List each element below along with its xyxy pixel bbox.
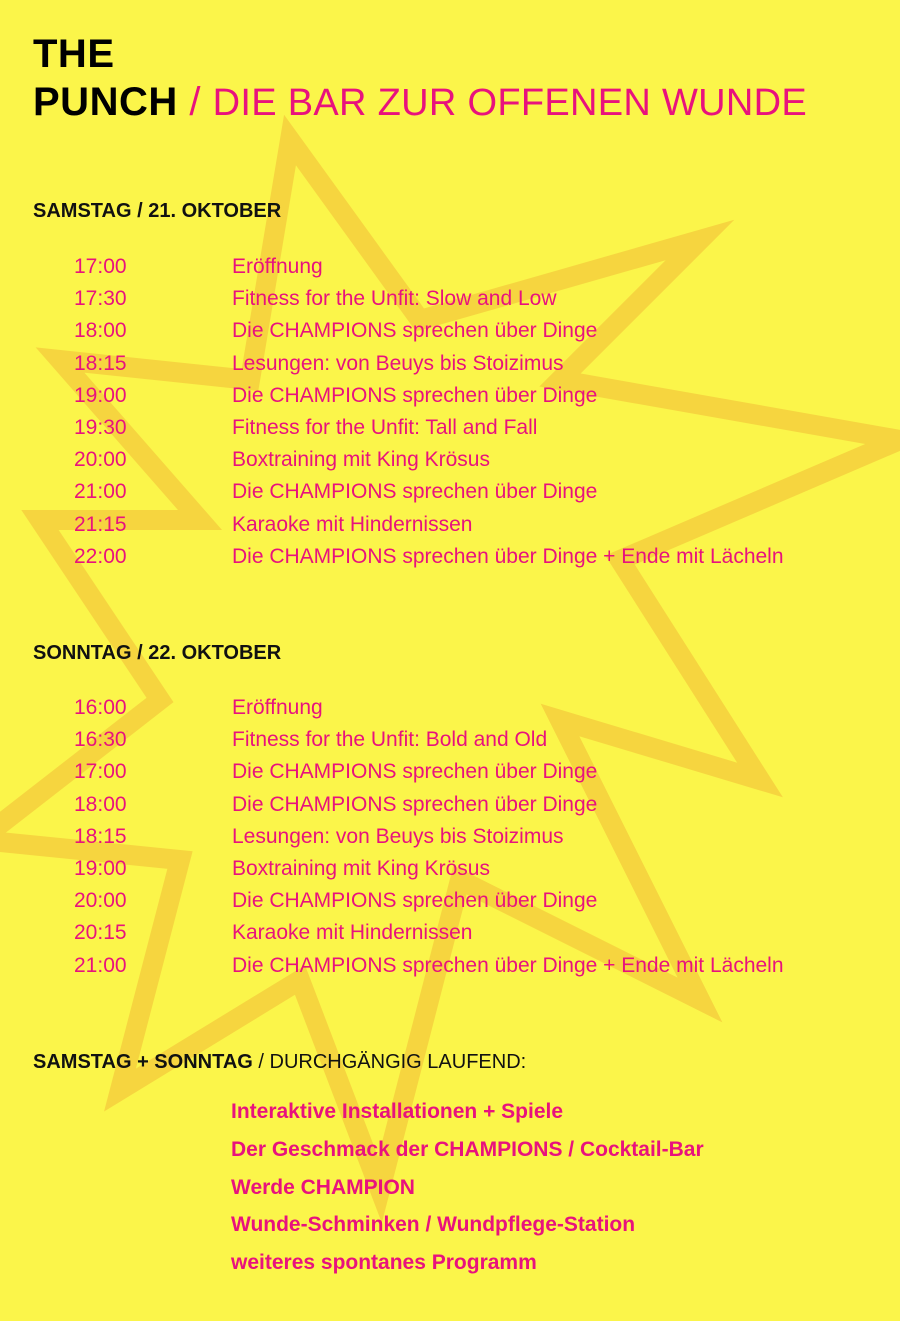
day-label: SONNTAG — [33, 642, 132, 664]
schedule-row — [0, 758, 900, 790]
schedule-sunday — [0, 694, 900, 984]
ongoing-subtitle: DURCHGÄNGIG LAUFEND: — [269, 1051, 527, 1073]
event-title: Die CHAMPIONS sprechen über Dinge — [232, 760, 598, 784]
event-time: 18:15 — [74, 824, 127, 848]
event-title: Fitness for the Unfit: Bold and Old — [232, 728, 548, 752]
event-title: Boxtraining mit King Krösus — [232, 448, 490, 472]
title-the: THE — [33, 32, 115, 76]
event-title: Fitness for the Unfit: Slow and Low — [232, 287, 557, 311]
event-time: 17:00 — [74, 255, 127, 278]
event-time: 16:00 — [74, 696, 127, 719]
day-label: SAMSTAG — [33, 200, 132, 222]
schedule-row — [0, 726, 900, 758]
day-date: 22. OKTOBER — [148, 642, 282, 664]
event-title: Karaoke mit Hindernissen — [232, 921, 473, 945]
ongoing-item: weiteres spontanes Programm — [231, 1251, 537, 1275]
ongoing-heading — [33, 1050, 526, 1074]
event-time: 21:15 — [74, 512, 127, 536]
event-time: 19:00 — [74, 383, 127, 407]
ongoing-item: Werde CHAMPION — [231, 1175, 415, 1199]
schedule-row — [0, 511, 900, 543]
ongoing-list — [231, 1097, 704, 1286]
schedule-row — [0, 855, 900, 887]
ongoing-item: Wunde-Schminken / Wundpflege-Station — [231, 1213, 636, 1237]
title-separator: / — [189, 80, 201, 124]
event-title: Die CHAMPIONS sprechen über Dinge — [232, 480, 598, 504]
event-time: 17:30 — [74, 287, 127, 311]
event-time: 16:30 — [74, 728, 127, 752]
day-date: 21. OKTOBER — [148, 200, 282, 222]
event-time: 18:00 — [74, 792, 127, 816]
schedule-row — [0, 791, 900, 823]
day-heading-sunday — [33, 641, 281, 665]
schedule-row — [0, 382, 900, 414]
event-title: Boxtraining mit King Krösus — [232, 856, 490, 880]
event-time: 20:00 — [74, 448, 127, 472]
schedule-row — [0, 446, 900, 478]
event-time: 22:00 — [74, 544, 127, 568]
event-time: 21:00 — [74, 480, 127, 504]
ongoing-item: Interaktive Installationen + Spiele — [231, 1100, 564, 1123]
event-title: Lesungen: von Beuys bis Stoizimus — [232, 351, 564, 375]
ongoing-separator: / — [258, 1051, 264, 1073]
event-title: Die CHAMPIONS sprechen über Dinge — [232, 889, 598, 913]
event-time: 20:15 — [74, 921, 127, 945]
event-time: 21:00 — [74, 953, 127, 977]
schedule-row — [0, 253, 900, 285]
schedule-row — [0, 317, 900, 349]
title-punch: PUNCH — [33, 80, 178, 124]
page-title — [33, 30, 807, 127]
schedule-row — [0, 694, 900, 726]
event-title: Die CHAMPIONS sprechen über Dinge — [232, 792, 598, 816]
title-line-punch — [33, 78, 807, 127]
day-heading-saturday — [33, 199, 281, 223]
event-time: 19:00 — [74, 856, 127, 880]
event-title: Eröffnung — [232, 696, 323, 719]
day-separator: / — [137, 200, 143, 222]
schedule-saturday — [0, 253, 900, 575]
event-time: 20:00 — [74, 889, 127, 913]
title-subtitle: DIE BAR ZUR OFFENEN WUNDE — [212, 82, 808, 124]
schedule-row — [0, 414, 900, 446]
ongoing-item: Der Geschmack der CHAMPIONS / Cocktail-Bar — [231, 1137, 704, 1161]
schedule-row — [0, 887, 900, 919]
event-title: Eröffnung — [232, 255, 323, 278]
schedule-row — [0, 478, 900, 510]
ongoing-label: SAMSTAG + SONNTAG — [33, 1051, 253, 1073]
schedule-row — [0, 919, 900, 951]
event-time: 17:00 — [74, 760, 127, 784]
event-title: Karaoke mit Hindernissen — [232, 512, 473, 536]
schedule-row — [0, 350, 900, 382]
event-title: Die CHAMPIONS sprechen über Dinge — [232, 319, 598, 343]
schedule-row — [0, 285, 900, 317]
event-title: Fitness for the Unfit: Tall and Fall — [232, 415, 538, 439]
event-title: Die CHAMPIONS sprechen über Dinge — [232, 383, 598, 407]
event-time: 18:15 — [74, 351, 127, 375]
event-title: Die CHAMPIONS sprechen über Dinge + Ende mit Lächeln — [232, 953, 784, 977]
event-time: 18:00 — [74, 319, 127, 343]
day-separator: / — [137, 642, 143, 664]
event-time: 19:30 — [74, 415, 127, 439]
schedule-row — [0, 823, 900, 855]
event-title: Die CHAMPIONS sprechen über Dinge + Ende mit Lächeln — [232, 544, 784, 568]
schedule-row — [0, 543, 900, 575]
event-title: Lesungen: von Beuys bis Stoizimus — [232, 824, 564, 848]
schedule-row — [0, 952, 900, 984]
